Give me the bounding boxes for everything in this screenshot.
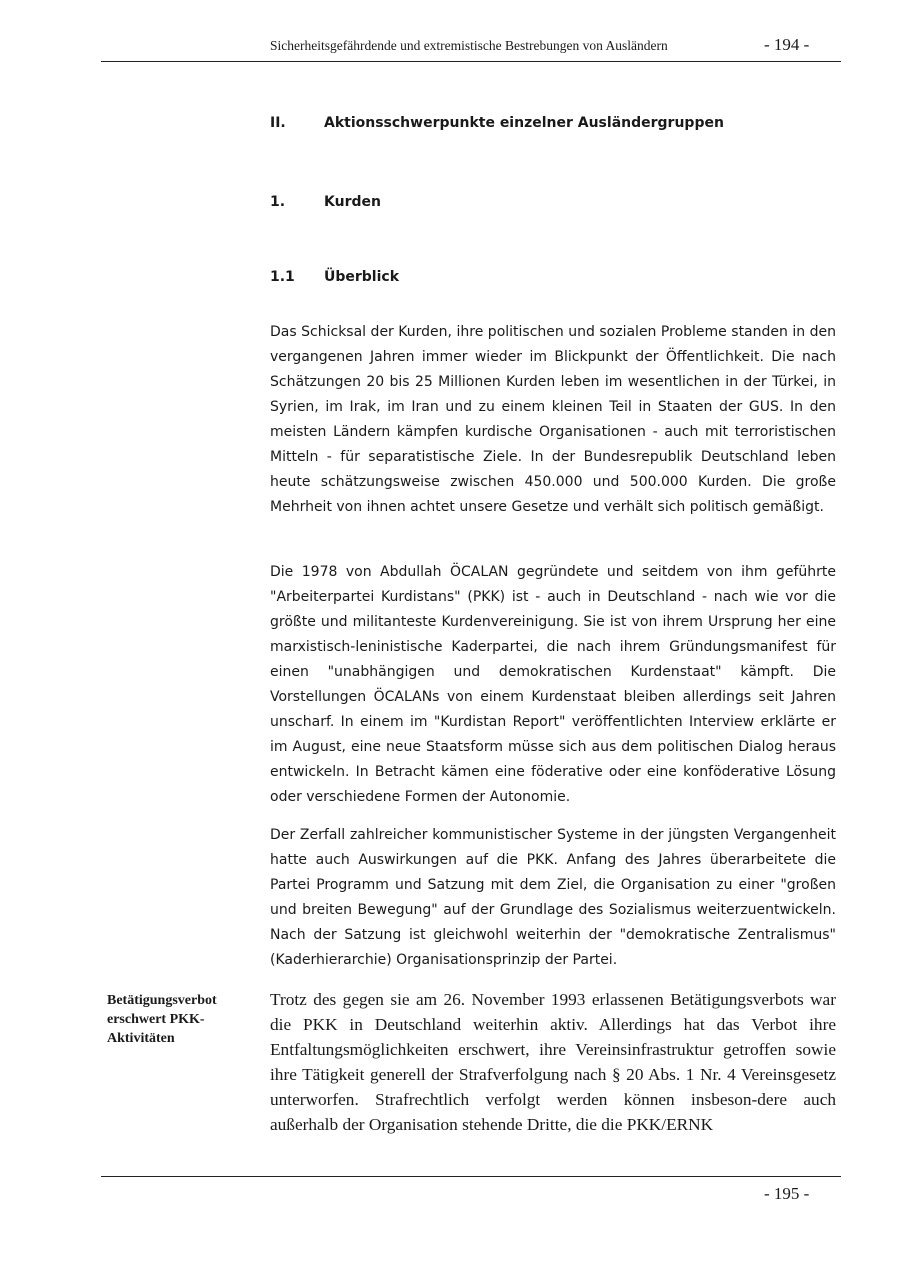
section-title: Kurden (324, 194, 381, 210)
header-rule (101, 61, 841, 62)
footer-rule (101, 1176, 841, 1177)
section-number: II. (270, 115, 286, 131)
footer-page-number: - 195 - (764, 1184, 810, 1203)
running-header-title: Sicherheitsgefährdende und extremistische Bestrebungen von Ausländern (270, 38, 668, 53)
header-page-number: - 194 - (764, 35, 810, 54)
body-paragraph-2: Die 1978 von Abdullah ÖCALAN gegründete und seitdem von ihm geführte "Arbeiterpartei Kurdistans" (PKK) ist - auch in Deutschland - nach wie vor die größte und militanteste Kurdenvereinigung. Sie ist von ihrem Ursprung her eine marxistisch-leninistische Kaderpartei, die nach ihrem Gründungsmanifest für einen "unabhängigen und demokratischen Kurdenstaat" kämpft. Die Vorstellungen ÖCALANs von einem Kurdenstaat bleiben allerdings seit Jahren unscharf. In einem im "Kurdistan Report" veröffentlichten Interview erklärte er im August, eine neue Staatsform müsse sich aus dem politischen Dialog heraus entwickeln. In Betracht kämen eine föderative oder eine konföderative Lösung oder verschiedene Formen der Autonomie. (270, 564, 836, 805)
body-paragraph-4: Trotz des gegen sie am 26. November 1993 erlassenen Betätigungsverbots war die PKK in Deutschland weiterhin aktiv. Allerdings hat das Verbot ihre Entfaltungsmöglichkeiten erschwert, ihre Vereinsinfrastruktur getroffen sowie ihre Tätigkeit generell der Strafverfolgung nach § 20 Abs. 1 Nr. 4 Vereinsgesetz unterworfen. Strafrechtlich verfolgt werden können insbeson-dere auch außerhalb der Organisation stehende Dritte, die die PKK/ERNK (270, 990, 836, 1134)
body-paragraph-1: Das Schicksal der Kurden, ihre politischen und sozialen Probleme standen in den vergangenen Jahren immer wieder im Blickpunkt der Öffentlichkeit. Die nach Schätzungen 20 bis 25 Millionen Kurden leben im wesentlichen in der Türkei, in Syrien, im Irak, im Iran und zu einem kleinen Teil in Staaten der GUS. In den meisten Ländern kämpfen kurdische Organisationen - auch mit terroristischen Mitteln - für separatistische Ziele. In der Bundesrepublik Deutschland leben heute schätzungsweise zwischen 450.000 und 500.000 Kurden. Die große Mehrheit von ihnen achtet unsere Gesetze und verhält sich politisch gemäßigt. (270, 324, 836, 515)
body-paragraph-3: Der Zerfall zahlreicher kommunistischer Systeme in der jüngsten Vergangenheit hatte auch Auswirkungen auf die PKK. Anfang des Jahres überarbeitete die Partei Programm und Satzung mit dem Ziel, die Organisation zu einer "großen und breiten Bewegung" auf der Grundlage des Sozialismus weiterzuentwickeln. Nach der Satzung ist gleichwohl weiterhin der "demokratische Zentralismus" (Kaderhierarchie) Organisationsprinzip der Partei. (270, 827, 836, 968)
section-number: 1. (270, 194, 286, 210)
section-title: Aktionsschwerpunkte einzelner Ausländergruppen (324, 115, 724, 131)
section-title: Überblick (324, 269, 400, 285)
section-number: 1.1 (270, 269, 295, 285)
margin-note: Betätigungsverbot erschwert PKK-Aktivitäten (107, 993, 217, 1046)
